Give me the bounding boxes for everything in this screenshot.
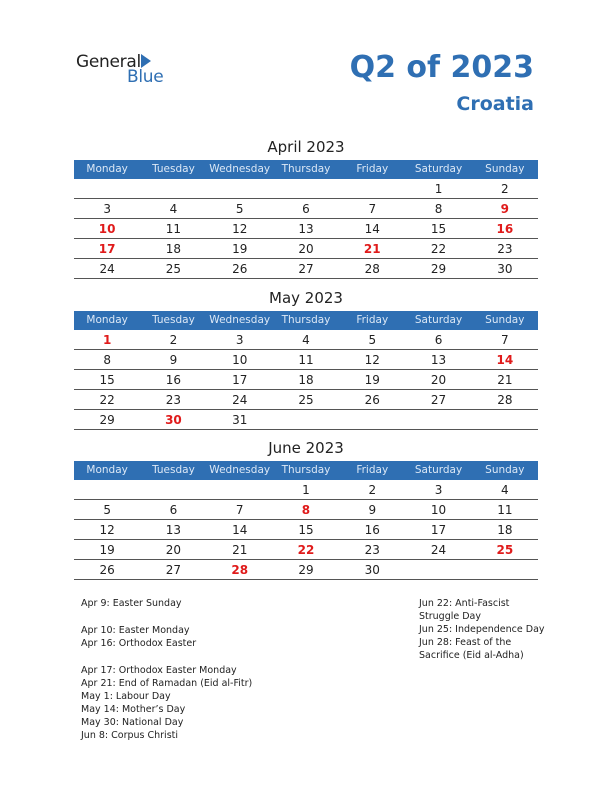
calendar-date: 6 — [434, 333, 443, 347]
calendar-date: 14 — [232, 523, 248, 537]
holiday-note: Struggle Day — [419, 611, 482, 622]
weekday-header: Wednesday — [209, 163, 271, 175]
calendar-date: 25 — [298, 393, 314, 407]
logo-text-general: General — [76, 52, 141, 72]
week-row — [74, 239, 538, 259]
calendar-date: 26 — [232, 262, 248, 276]
calendar-date: 29 — [99, 413, 115, 427]
calendar-date — [339, 179, 405, 198]
holiday-note: Jun 25: Independence Day — [419, 624, 545, 635]
calendar-date: 11 — [165, 222, 182, 236]
holiday-date: 16 — [496, 222, 514, 236]
calendar-date: 19 — [232, 242, 248, 256]
week-row — [74, 480, 538, 500]
weekday-header: Wednesday — [209, 314, 271, 326]
calendar-date — [207, 480, 273, 499]
calendar-date: 20 — [430, 373, 447, 387]
calendar-date: 24 — [430, 543, 447, 557]
holiday-date: 10 — [98, 222, 116, 236]
logo-text-blue: Blue — [127, 67, 164, 87]
weekday-header: Thursday — [281, 163, 331, 175]
calendar-date: 5 — [235, 202, 244, 216]
calendar-date: 14 — [364, 222, 380, 236]
calendar-date: 13 — [298, 222, 314, 236]
calendar-date: 3 — [235, 333, 244, 347]
calendar-date: 29 — [298, 563, 314, 577]
holiday-note: Jun 22: Anti-Fascist — [419, 598, 510, 609]
holiday-note: Apr 21: End of Ramadan (Eid al-Fitr) — [81, 678, 253, 689]
month-title: June 2023 — [268, 439, 344, 457]
calendar-date: 9 — [169, 353, 178, 367]
week-row — [74, 219, 538, 239]
weekday-header: Saturday — [414, 314, 463, 326]
calendar-date — [472, 410, 538, 429]
calendar-date: 8 — [434, 202, 443, 216]
calendar-date: 15 — [430, 222, 447, 236]
weekday-header: Tuesday — [152, 163, 195, 175]
holiday-date: 14 — [496, 353, 514, 367]
week-row — [74, 500, 538, 520]
calendar-date: 21 — [232, 543, 248, 557]
weekday-header: Thursday — [281, 464, 331, 476]
weekday-header: Monday — [86, 464, 128, 476]
weekday-header: Friday — [356, 163, 389, 175]
weekday-header: Tuesday — [152, 314, 195, 326]
logo-flag-icon — [141, 54, 151, 68]
calendar-date: 17 — [430, 523, 447, 537]
calendar-date: 4 — [302, 333, 310, 347]
week-row — [74, 330, 538, 350]
weekday-header: Saturday — [414, 464, 463, 476]
calendar-date: 12 — [364, 353, 380, 367]
calendar-date: 20 — [298, 242, 314, 256]
calendar-date: 16 — [165, 373, 182, 387]
holiday-note: Apr 9: Easter Sunday — [81, 598, 182, 609]
week-row — [74, 179, 538, 199]
holiday-note: Apr 17: Orthodox Easter Monday — [81, 665, 237, 676]
calendar-date: 19 — [364, 373, 380, 387]
weekday-header: Wednesday — [209, 464, 271, 476]
calendar-date: 29 — [430, 262, 447, 276]
weekday-header: Sunday — [485, 314, 525, 326]
calendar-date: 27 — [298, 262, 314, 276]
week-row — [74, 350, 538, 370]
calendar-date: 22 — [99, 393, 115, 407]
calendar-date: 28 — [497, 393, 513, 407]
month-title: May 2023 — [269, 289, 343, 307]
calendar-date: 21 — [497, 373, 513, 387]
calendar-date: 10 — [232, 353, 248, 367]
calendar-date: 23 — [364, 543, 380, 557]
weekday-header-row — [74, 461, 538, 480]
calendar-date: 18 — [165, 242, 182, 256]
holiday-note: Apr 16: Orthodox Easter — [81, 638, 197, 649]
logo — [76, 52, 176, 88]
calendar-date: 26 — [99, 563, 115, 577]
week-row — [74, 540, 538, 560]
calendar-date — [405, 560, 471, 579]
calendar-date: 2 — [501, 182, 509, 196]
holiday-date: 22 — [297, 543, 315, 557]
holiday-note: May 1: Labour Day — [81, 691, 171, 702]
weekday-header: Monday — [86, 314, 128, 326]
calendar-date: 22 — [430, 242, 447, 256]
calendar-date: 11 — [497, 503, 513, 517]
calendar-date: 4 — [169, 202, 178, 216]
week-row — [74, 390, 538, 410]
calendar-date — [339, 410, 405, 429]
calendar-date: 9 — [368, 503, 377, 517]
holiday-note: Jun 8: Corpus Christi — [81, 730, 179, 741]
calendar-date: 3 — [434, 483, 443, 497]
holiday-list-left — [81, 597, 252, 742]
calendar-date: 30 — [497, 262, 513, 276]
weekday-header: Sunday — [485, 464, 525, 476]
calendar-date: 7 — [368, 202, 377, 216]
page-title: Q2 of 2023 — [349, 50, 534, 85]
month-may — [74, 287, 538, 430]
calendar-date — [472, 560, 538, 579]
weekday-header-row — [74, 160, 538, 179]
calendar-date — [140, 179, 206, 198]
calendar-date: 19 — [99, 543, 115, 557]
calendar-date: 1 — [302, 483, 310, 497]
calendar-date: 3 — [103, 202, 111, 216]
week-row — [74, 560, 538, 580]
holiday-date: 30 — [165, 413, 182, 427]
week-row — [74, 199, 538, 219]
weekday-header: Friday — [356, 314, 389, 326]
calendar-date: 2 — [368, 483, 377, 497]
calendar-date — [74, 480, 140, 499]
holiday-date: 9 — [500, 202, 509, 216]
calendar-date: 15 — [298, 523, 314, 537]
country-subtitle: Croatia — [456, 93, 534, 115]
calendar-date: 6 — [302, 202, 310, 216]
month-june — [74, 437, 538, 580]
week-row — [74, 370, 538, 390]
calendar-date: 10 — [430, 503, 447, 517]
calendar-date: 23 — [497, 242, 513, 256]
week-row — [74, 410, 538, 430]
holiday-note: May 30: National Day — [81, 717, 184, 728]
calendar-date: 30 — [364, 563, 380, 577]
holiday-date: 17 — [98, 242, 116, 256]
calendar-date: 2 — [169, 333, 178, 347]
weekday-header: Friday — [356, 464, 389, 476]
calendar-date: 31 — [232, 413, 248, 427]
weekday-header: Tuesday — [152, 464, 195, 476]
calendar-date: 26 — [364, 393, 380, 407]
calendar-date: 24 — [232, 393, 248, 407]
calendar-date: 13 — [430, 353, 447, 367]
calendar-date — [405, 410, 471, 429]
calendar-date: 18 — [298, 373, 314, 387]
holiday-note: Sacrifice (Eid al-Adha) — [419, 650, 524, 661]
calendar-date: 7 — [235, 503, 244, 517]
calendar-date — [74, 179, 140, 198]
holiday-date: 1 — [102, 333, 112, 347]
calendar-date: 12 — [99, 523, 115, 537]
calendar-date: 5 — [368, 333, 377, 347]
weekday-header: Saturday — [414, 163, 463, 175]
calendar-date: 13 — [165, 523, 182, 537]
calendar-date: 27 — [165, 563, 182, 577]
month-april — [74, 136, 538, 279]
holiday-date: 28 — [231, 563, 249, 577]
calendar-date: 23 — [165, 393, 182, 407]
holiday-list-right — [419, 597, 545, 662]
calendar-date — [140, 480, 206, 499]
week-row — [74, 259, 538, 279]
weekday-header-row — [74, 311, 538, 330]
weekday-header: Sunday — [485, 163, 525, 175]
holiday-note: May 14: Mother’s Day — [81, 704, 186, 715]
calendar-date: 27 — [430, 393, 447, 407]
calendar-date: 17 — [232, 373, 248, 387]
calendar-date: 6 — [169, 503, 178, 517]
holiday-date: 25 — [496, 543, 514, 557]
note-spacer — [81, 610, 252, 624]
note-spacer — [81, 650, 252, 664]
calendar-date: 8 — [103, 353, 111, 367]
calendar-date: 28 — [364, 262, 380, 276]
calendar-date: 20 — [165, 543, 182, 557]
calendar-date: 12 — [232, 222, 248, 236]
calendar-date — [273, 410, 339, 429]
holiday-date: 8 — [301, 503, 311, 517]
month-title: April 2023 — [267, 138, 345, 156]
calendar-date: 5 — [103, 503, 111, 517]
calendar-date — [273, 179, 339, 198]
calendar-date: 11 — [298, 353, 314, 367]
calendar-date: 15 — [99, 373, 115, 387]
calendar-date: 18 — [497, 523, 513, 537]
calendar-date: 25 — [165, 262, 182, 276]
calendar-date — [207, 179, 273, 198]
calendar-date: 4 — [501, 483, 509, 497]
weekday-header: Thursday — [281, 314, 331, 326]
calendar-date: 1 — [434, 182, 443, 196]
holiday-note: Jun 28: Feast of the — [419, 637, 512, 648]
calendar-date: 16 — [364, 523, 380, 537]
calendar-date: 24 — [99, 262, 115, 276]
weekday-header: Monday — [86, 163, 128, 175]
calendar-date: 7 — [501, 333, 509, 347]
holiday-note: Apr 10: Easter Monday — [81, 625, 190, 636]
holiday-date: 21 — [363, 242, 381, 256]
week-row — [74, 520, 538, 540]
